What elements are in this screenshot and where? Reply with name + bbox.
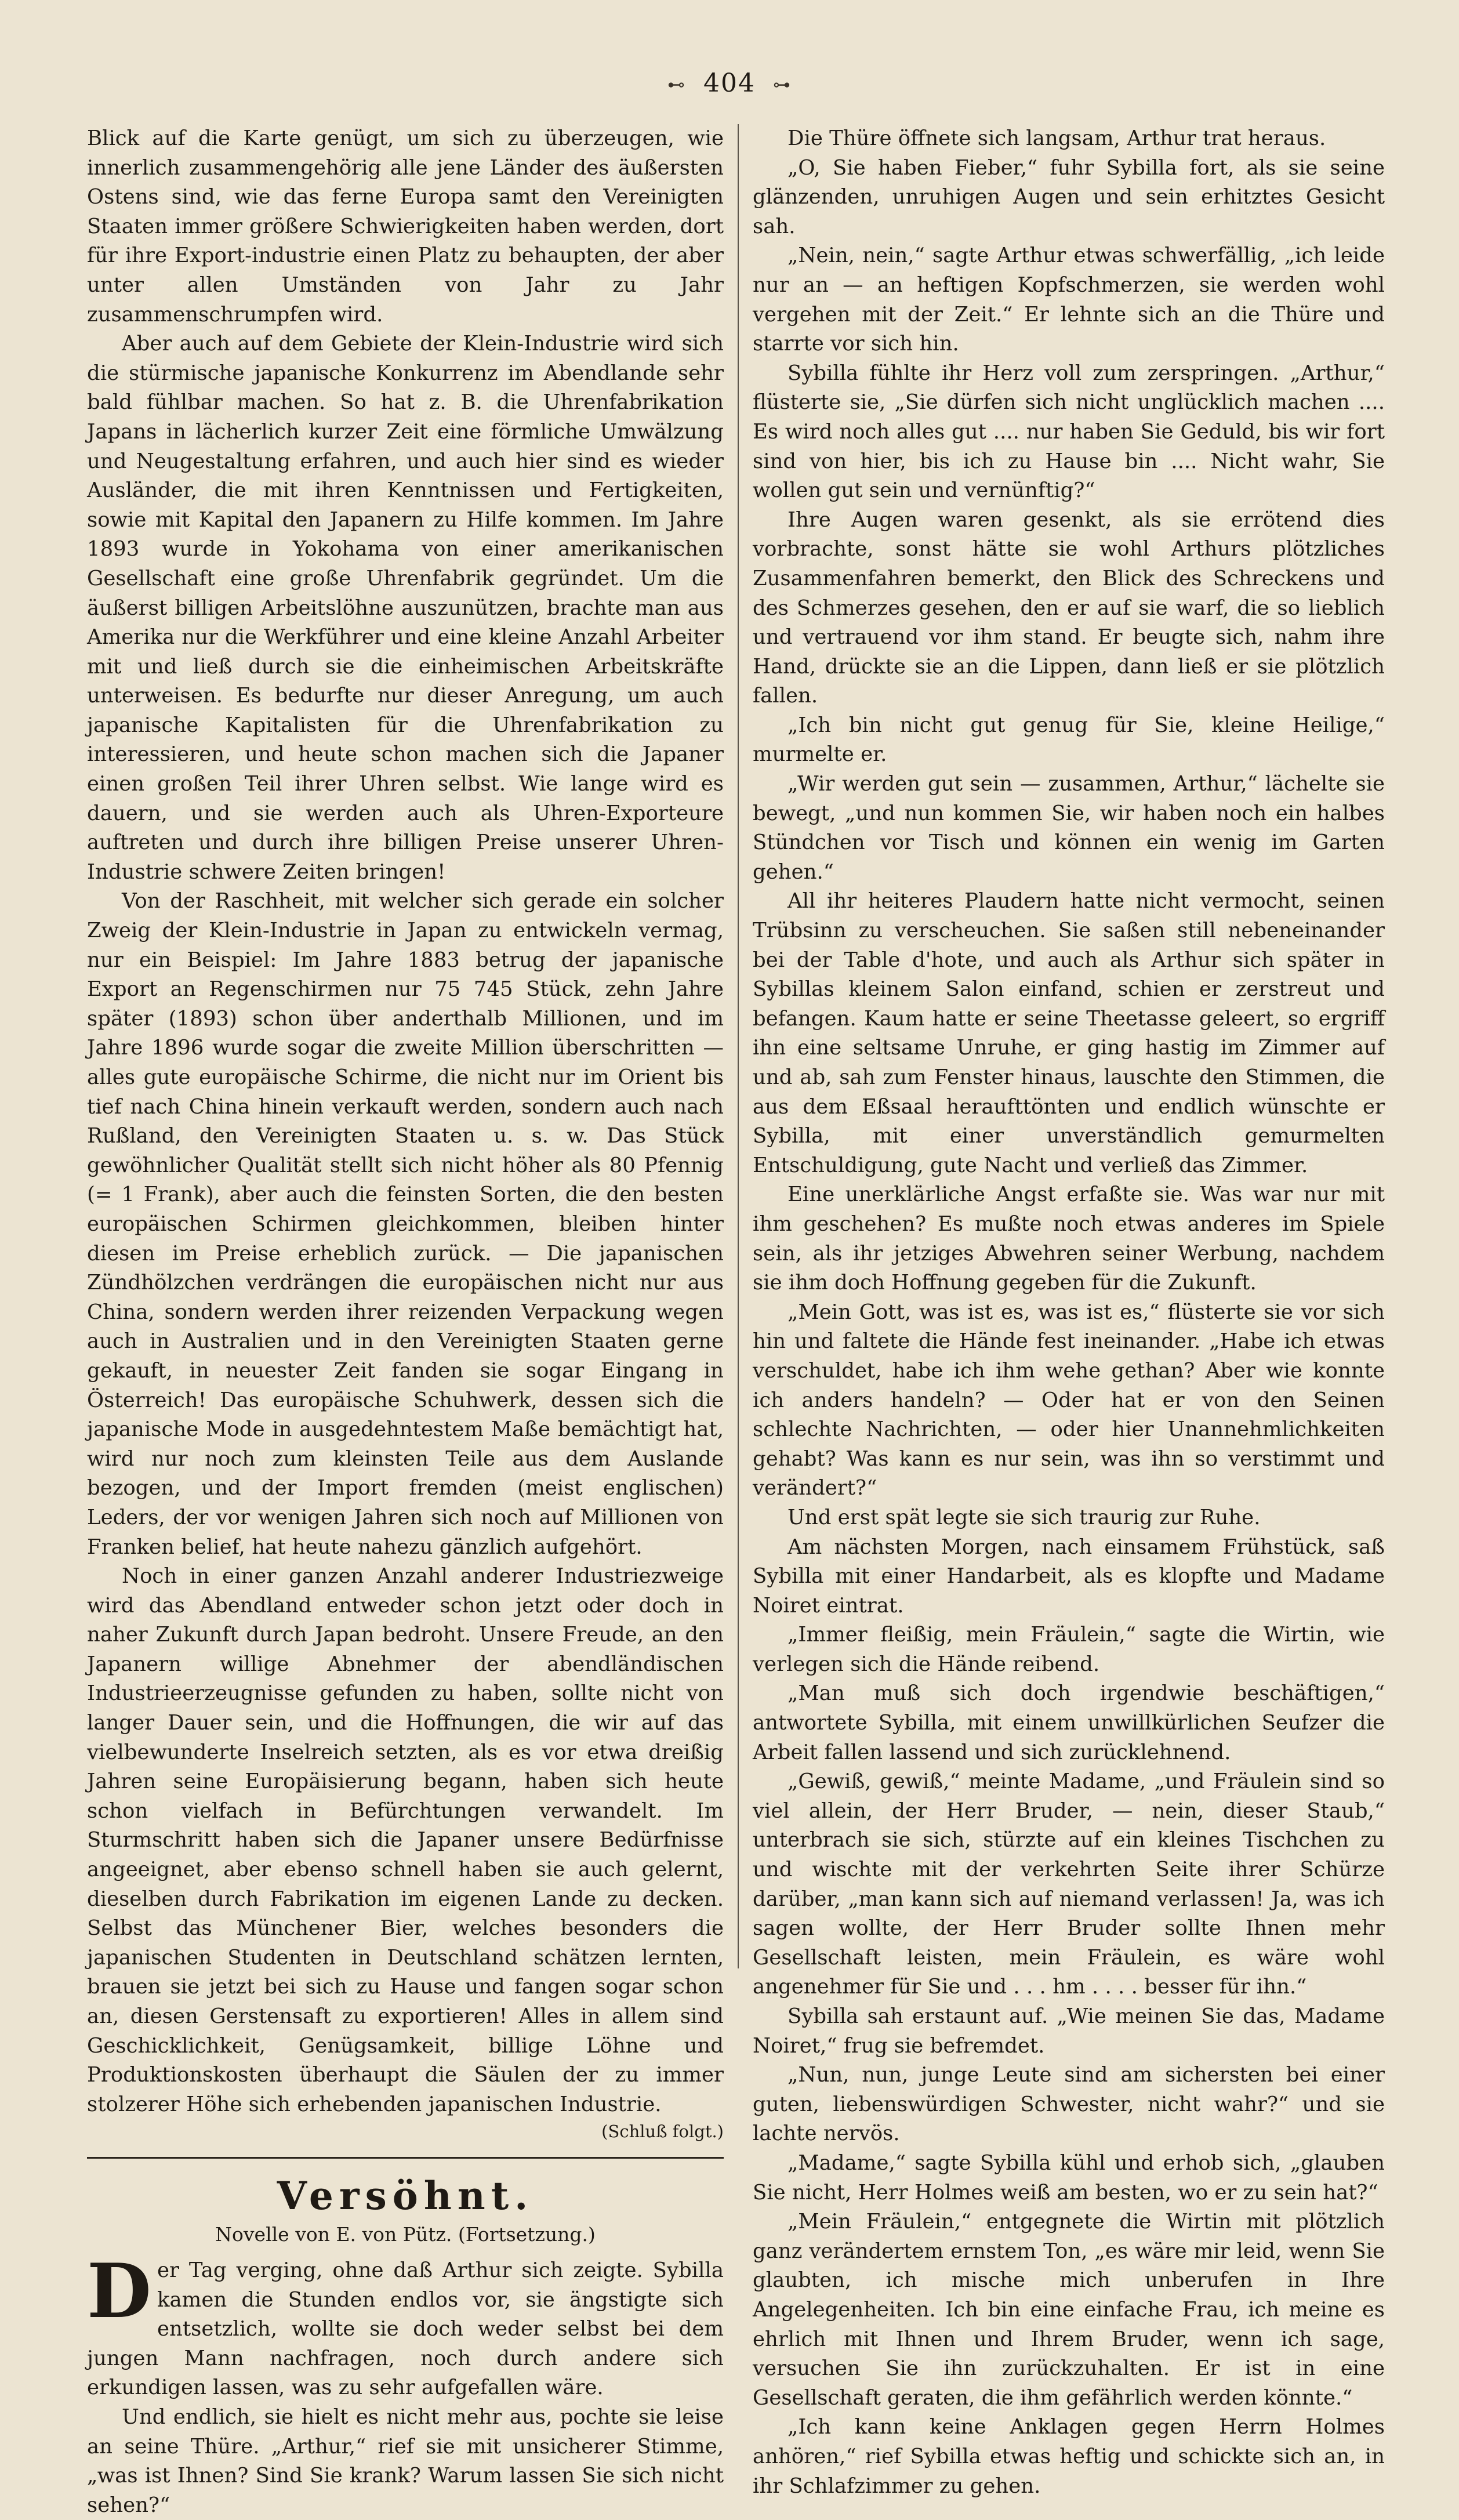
story-paragraph: „Ich bin nicht gut genug für Sie, kleine Heilige,“ murmelte er. [753,713,1385,767]
story-paragraph: „Nein, nein,“ sagte Arthur etwas schwerfällig, „ich leide nur an — an heftigen Kopfschmerzen, sie werden wohl vergehen mit der Zeit.“ Er lehnte sich an die Thüre und starrte vor sich hin. [753,244,1385,356]
article-paragraph: Blick auf die Karte genügt, um sich zu überzeugen, wie innerlich zusammengehörig alle jene Länder des äußersten Ostens sind, wie das ferne Europa samt den Vereinigten Staaten immer größere Schwierigkeiten haben werden, dort für ihre Export-industrie einen Platz zu behaupten, der aber unter allen Umständen von Jahr zu Jahr zusammenschrumpfen wird. [87,126,724,327]
story-paragraph: „Wir werden gut sein — zusammen, Arthur,“ lächelte sie bewegt, „und nun kommen Sie, wir haben noch ein halbes Stündchen vor Tisch und können ein wenig im Garten gehen.“ [753,772,1385,884]
story-paragraph: All ihr heiteres Plaudern hatte nicht vermocht, seinen Trübsinn zu verscheuchen. Sie saßen still nebeneinander bei der Table d'hote, und auch als Arthur sich später in Sybillas kleinem Salon einfand, schien er zerstreut und befangen. Kaum hatte er seine Theetasse geleert, so ergriff ihn eine seltsame Unruhe, er ging hastig im Zimmer auf und ab, sah zum Fenster hinaus, lauschte den Stimmen, die aus dem Eßsaal heraufttönten und endlich wünschte er Sybilla, mit einer unverständlich gemurmelten Entschuldigung, gute Nacht und verließ das Zimmer. [753,889,1385,1177]
story-paragraph: Die Thüre öffnete sich langsam, Arthur trat heraus. [787,126,1326,150]
continuation-note: (Schluß folgt.) [601,2122,724,2142]
story-byline: Novelle von E. von Pütz. (Fortsetzung.) [215,2222,596,2246]
story-paragraph: „Mein Gott, was ist es, was ist es,“ flüsterte sie vor sich hin und faltete die Hände fest ineinander. „Habe ich etwas verschuldet, habe ich ihm wehe gethan? Aber wie konnte ich anders handeln? — Oder hat er von den Seinen schlechte Nachrichten, — oder hier Unannehmlichkeiten gehabt? Was kann es nur sein, was ihn so verstimmt und verändert?“ [753,1300,1385,1500]
drop-cap: D [87,2247,151,2335]
story-paragraph: Eine unerklärliche Angst erfaßte sie. Was war nur mit ihm geschehen? Es mußte noch etwas anderes im Spiele sein, als ihr jetziges Abwehren seiner Werbung, nachdem sie ihm doch Hoffnung gegeben für die Zukunft. [753,1183,1385,1295]
story-paragraph: Und erst spät legte sie sich traurig zur Ruhe. [787,1505,1261,1529]
story-paragraph: „Madame,“ sagte Sybilla kühl und erhob sich, „glauben Sie nicht, Herr Holmes weiß am besten, wo er zu sein hat?“ [753,2151,1385,2204]
right-column [753,124,1385,2501]
story-paragraph: „Immer fleißig, mein Fräulein,“ sagte die Wirtin, wie verlegen sich die Hände reibend. [753,1623,1385,1676]
story-paragraph: „Gewiß, gewiß,“ meinte Madame, „und Fräulein sind so viel allein, der Herr Bruder, — nein, dieser Staub,“ unterbrach sie sich, stürzte auf ein kleines Tischchen zu und wischte mit der verkehrten Seite ihrer Schürze darüber, „man kann sich auf niemand verlassen! Ja, was ich sagen wollte, der Herr Bruder sollte Ihnen mehr Gesellschaft leisten, mein Fräulein, es wäre wohl angenehmer für Sie und . . . hm . . . . besser für ihn.“ [753,1770,1385,1999]
story-paragraph: Und endlich, sie hielt es nicht mehr aus, pochte sie leise an seine Thüre. „Arthur,“ rief sie mit unsicherer Stimme, „was ist Ihnen? Sind Sie krank? Warum lassen Sie sich nicht sehen?“ [87,2405,724,2517]
story-paragraph: „Man muß sich doch irgendwie beschäftigen,“ antwortete Sybilla, mit einem unwillkürlichen Seufzer die Arbeit fallen lassend und sich zurücklehnend. [753,1681,1385,1764]
left-column [87,124,724,2520]
article-paragraph: Noch in einer ganzen Anzahl anderer Industriezweige wird das Abendland entweder schon jetzt oder doch in naher Zukunft durch Japan bedroht. Unsere Freude, an den Japanern willige Abnehmer der abendländischen Industrieerzeugnisse gefunden zu haben, sollte nicht von langer Dauer sein, und die Hoffnungen, die wir auf das vielbewunderte Inselreich setzten, als es vor etwa dreißig Jahren seine Europäisierung begann, haben sich heute schon vielfach in Befürchtungen verwandelt. Im Sturmschritt haben sich die Japaner unsere Bedürfnisse angeeignet, aber ebenso schnell haben sie auch gelernt, dieselben durch Fabrikation im eigenen Lande zu decken. Selbst das Münchener Bier, welches besonders die japanischen Studenten in Deutschland schätzen lernten, brauen sie jetzt bei sich zu Hause und fangen sogar schon an, diesen Gerstensaft zu exportieren! Alles in allem sind Geschicklichkeit, Genügsamkeit, billige Löhne und Produktionskosten überhaupt die Säulen der zu immer stolzerer Höhe sich erhebenden japanischen Industrie. [87,1564,724,2116]
story-paragraph-text: er Tag verging, ohne daß Arthur sich zeigte. Sybilla kamen die Stunden endlos vor, sie ängstigte sich entsetzlich, wollte sie doch weder selbst bei dem jungen Mann nachfragen, noch durch andere sich erkundigen lassen, was zu sehr aufgefallen wäre. [87,2258,724,2400]
page-header [0,68,1459,98]
left-ornament-icon: ⊷ [667,75,686,95]
page-number: 404 [703,68,756,98]
right-ornament-icon: ⊶ [772,75,792,95]
story-paragraph: „Mein Fräulein,“ entgegnete die Wirtin mit plötzlich ganz verändertem ernstem Ton, „es wäre mir leid, wenn Sie glaubten, ich mische mich unberufen in Ihre Angelegenheiten. Ich bin eine einfache Frau, ich meine es ehrlich mit Ihnen und Ihrem Bruder, wenn ich sage, versuchen Sie ihn zurückzuhalten. Er ist in eine Gesellschaft geraten, die ihm gefährlich werden könnte.“ [753,2210,1385,2410]
story-paragraph: „Ich kann keine Anklagen gegen Herrn Holmes anhören,“ rief Sybilla etwas heftig und schickte sich an, in ihr Schlafzimmer zu gehen. [753,2415,1385,2498]
story-paragraph: Sybilla sah erstaunt auf. „Wie meinen Sie das, Madame Noiret,“ frug sie befremdet. [753,2004,1385,2058]
story-paragraph: Am nächsten Morgen, nach einsamem Frühstück, saß Sybilla mit einer Handarbeit, als es klopfte und Madame Noiret eintrat. [753,1535,1385,1618]
story-paragraph: „O, Sie haben Fieber,“ fuhr Sybilla fort, als sie seine glänzenden, unruhigen Augen und sein erhitztes Gesicht sah. [753,155,1385,238]
section-divider [87,2157,724,2159]
article-paragraph: Aber auch auf dem Gebiete der Klein-Industrie wird sich die stürmische japanische Konkurrenz im Abendlande sehr bald fühlbar machen. So hat z. B. die Uhrenfabrikation Japans in lächerlich kurzer Zeit eine förmliche Umwälzung und Neugestaltung erfahren, und auch hier sind es wieder Ausländer, die mit ihren Kenntnissen und Fertigkeiten, sowie mit Kapital den Japanern zu Hilfe kommen. Im Jahre 1893 wurde in Yokohama von einer amerikanischen Gesellschaft eine große Uhrenfabrik gegründet. Um die äußerst billigen Arbeitslöhne auszunützen, brachte man aus Amerika nur die Werkführer und eine kleine Anzahl Arbeiter mit und ließ durch sie die einheimischen Arbeitskräfte unterweisen. Es bedurfte nur dieser Anregung, um auch japanische Kapitalisten für die Uhrenfabrikation zu interessieren, und heute schon machen sich die Japaner einen großen Teil ihrer Uhren selbst. Wie lange wird es dauern, und sie werden auch als Uhren-Exporteure auftreten und durch ihre billigen Preise unserer Uhren-Industrie schwere Zeiten bringen! [87,332,724,884]
column-divider [738,124,739,1968]
story-paragraph: Sybilla fühlte ihr Herz voll zum zerspringen. „Arthur,“ flüsterte sie, „Sie dürfen sich nicht unglücklich machen .... Es wird noch alles gut .... nur haben Sie Geduld, bis wir fort sind von hier, bis ich zu Hause bin .... Nicht wahr, Sie wollen gut sein und vernünftig?“ [753,361,1385,503]
article-paragraph: Von der Raschheit, mit welcher sich gerade ein solcher Zweig der Klein-Industrie in Japan zu entwickeln vermag, nur ein Beispiel: Im Jahre 1883 betrug der japanische Export an Regenschirmen nur 75 745 Stück, zehn Jahre später (1893) schon über anderthalb Millionen, und im Jahre 1896 wurde sogar die zweite Million überschritten — alles gute europäische Schirme, die nicht nur im Orient bis tief nach China hinein verkauft werden, sondern auch nach Rußland, den Vereinigten Staaten u. s. w. Das Stück gewöhnlicher Qualität stellt sich nicht höher als 80 Pfennig (= 1 Frank), aber auch die feinsten Sorten, die den besten europäischen Schirmen gleichkommen, bleiben hinter diesen im Preise erheblich zurück. — Die japanischen Zündhölzchen verdrängen die europäischen nicht nur aus China, sondern werden ihrer reizenden Verpackung wegen auch in Australien und in den Vereinigten Staaten gerne gekauft, in neuester Zeit fanden sie sogar Eingang in Österreich! Das europäische Schuhwerk, dessen sich die japanische Mode in ausgedehntestem Maße bemächtigt hat, wird nur noch zum kleinsten Teile aus dem Auslande bezogen, und der Import fremden (meist englischen) Leders, der vor wenigen Jahren sich noch auf Millionen von Franken belief, hat heute nahezu gänzlich aufgehört. [87,889,724,1559]
story-paragraph: „Nun, nun, junge Leute sind am sichersten bei einer guten, liebenswürdigen Schwester, nicht wahr?“ und sie lachte nervös. [753,2063,1385,2146]
story-title: Versöhnt. [277,2173,534,2218]
story-paragraph: Ihre Augen waren gesenkt, als sie errötend dies vorbrachte, sonst hätte sie wohl Arthurs plötzliches Zusammenfahren bemerkt, den Blick des Schreckens und des Schmerzes gesehen, den er auf sie warf, die so lieblich und vertrauend vor ihm stand. Er beugte sich, nahm ihre Hand, drückte sie an die Lippen, dann ließ er sie plötzlich fallen. [753,507,1385,708]
story-paragraph [87,2247,724,2403]
